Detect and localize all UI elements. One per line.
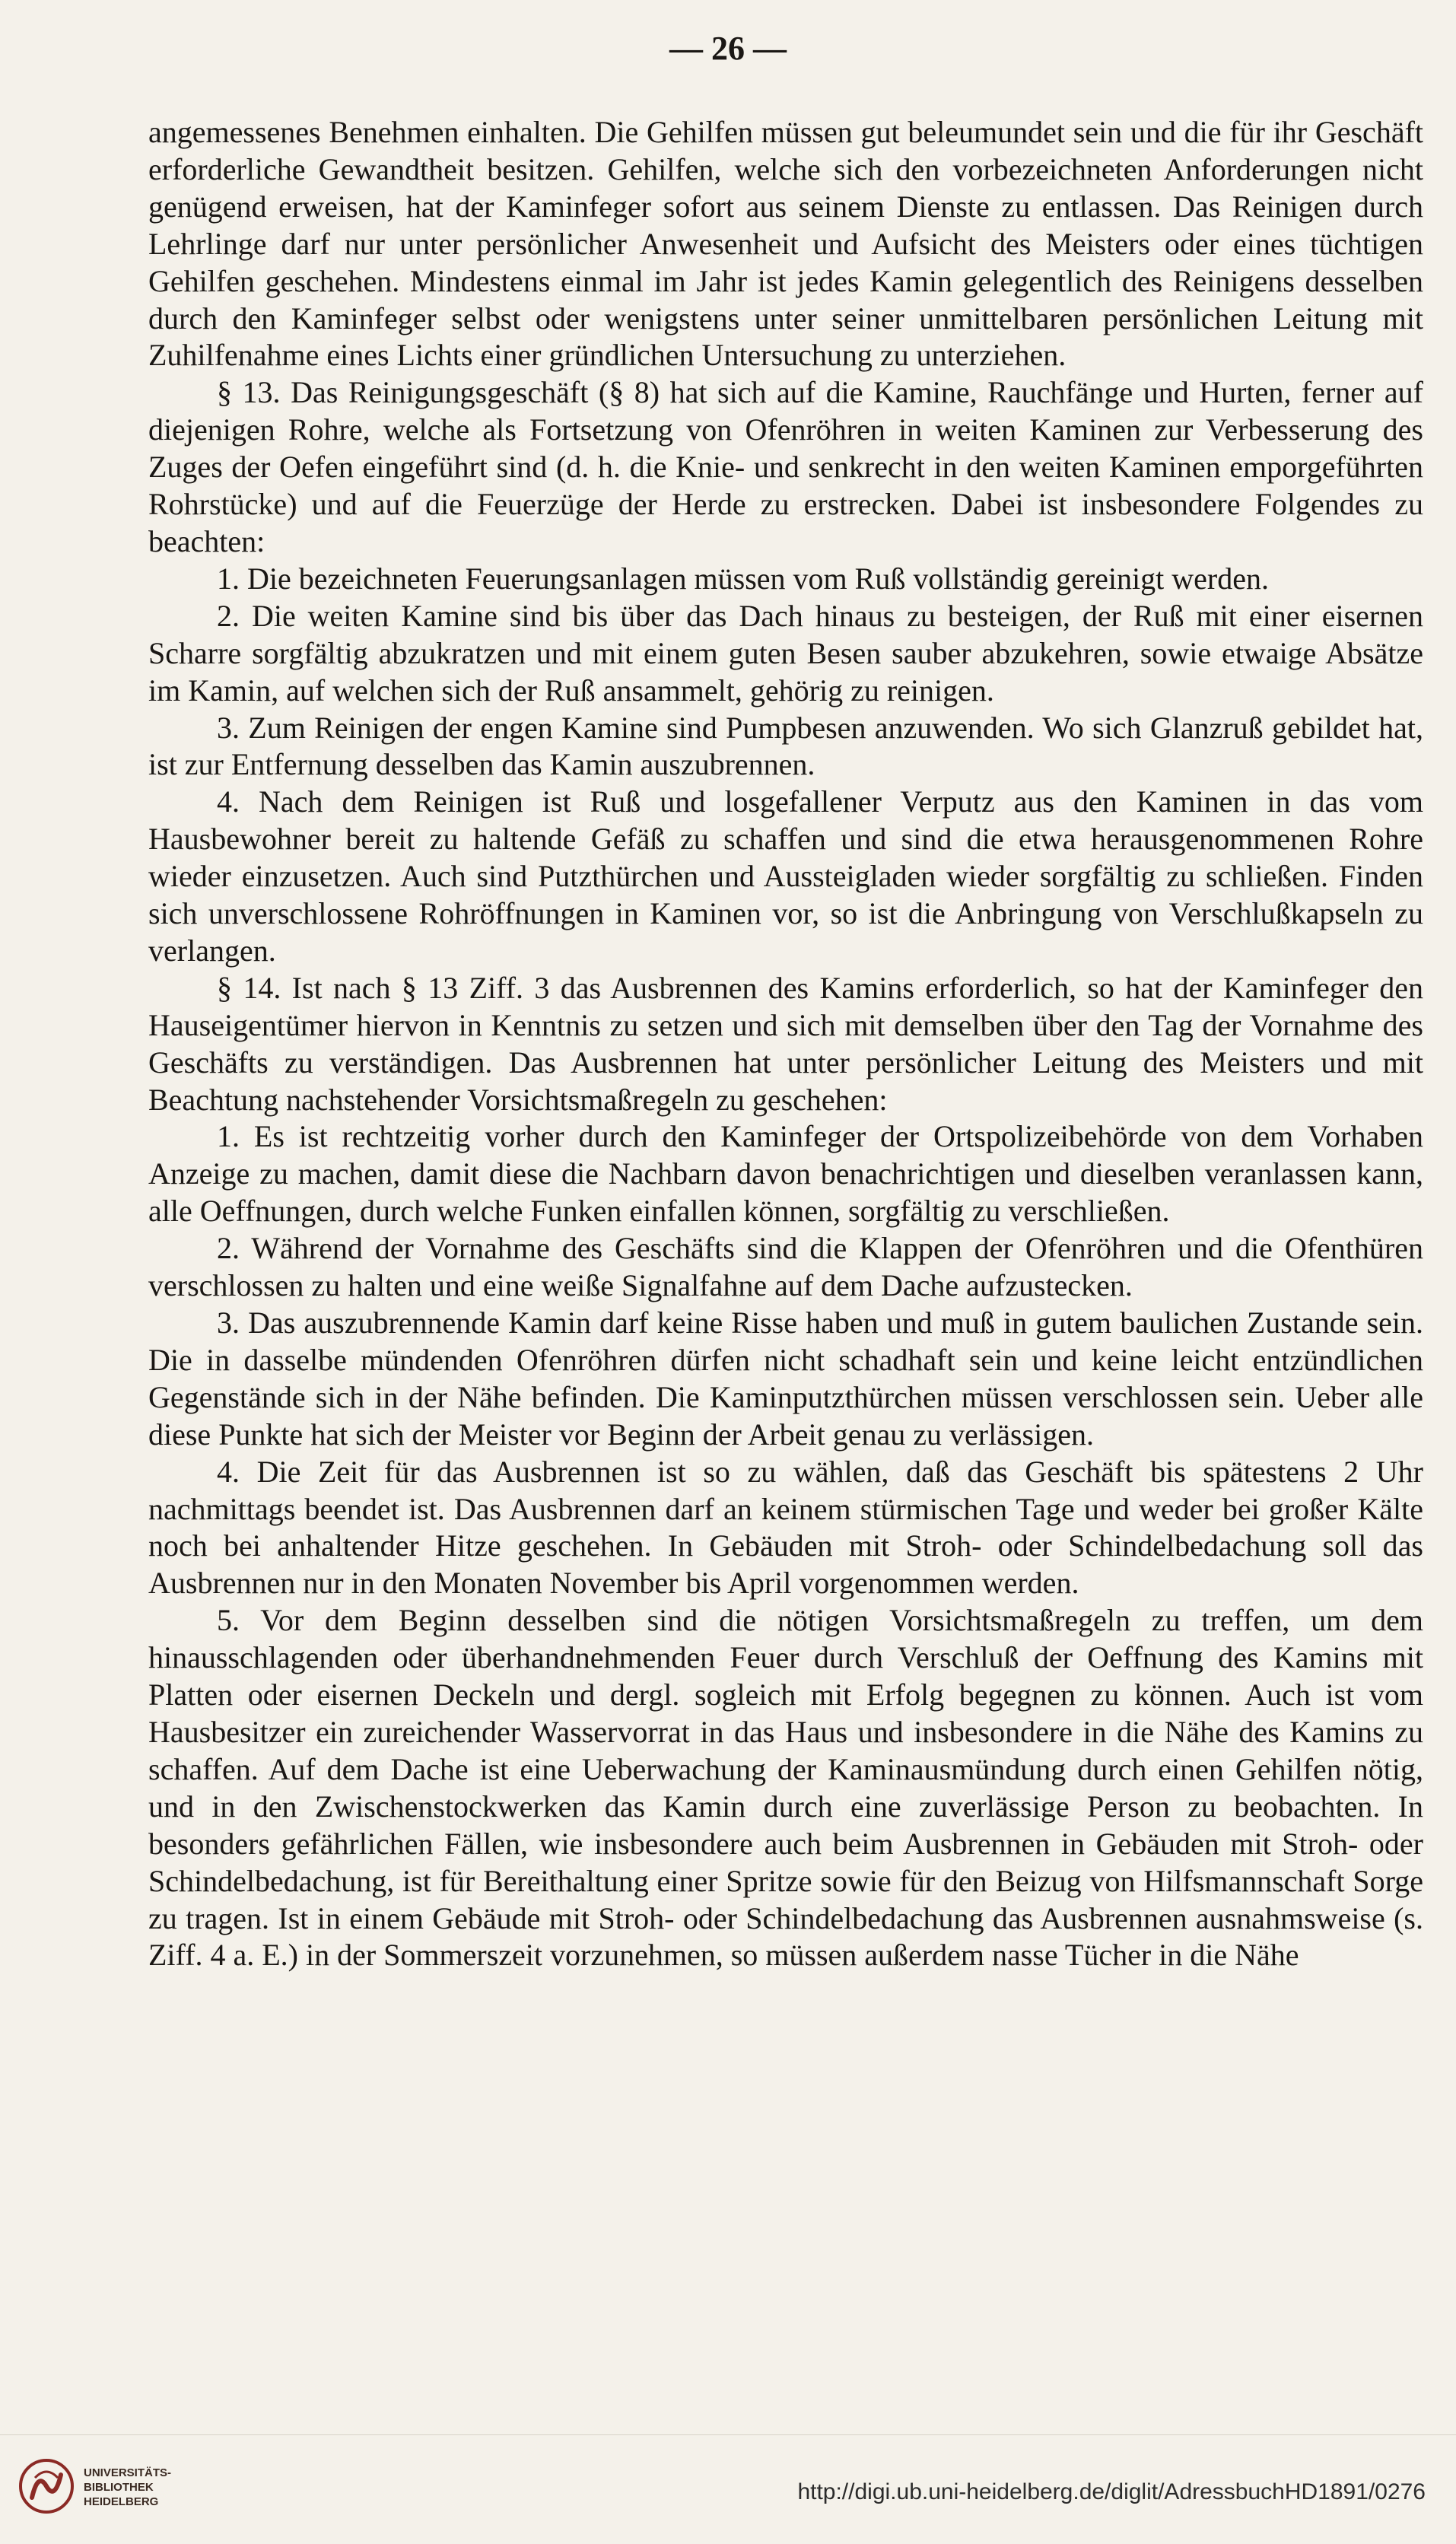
university-library-logo[interactable] [17, 2457, 199, 2525]
paragraph: 4. Nach dem Reinigen ist Ruß und losgefallener Verputz aus den Kaminen in das vom Hausbewohner bereit zu haltende Gefäß zu schaffen und sind die etwa herausgenommenen Rohre wieder einzusetzen. Auch sind Putzthürchen und Aussteigladen wieder sorgfältig zu schließen. Finden sich unverschlossene Rohröffnungen in Kaminen vor, so ist die Anbringung von Verschlußkapseln zu verlangen. [148, 784, 1423, 968]
paragraph: § 13. Das Reinigungsgeschäft (§ 8) hat sich auf die Kamine, Rauchfänge und Hurten, ferner auf diejenigen Rohre, welche als Fortsetzung von Ofenröhren in weiten Kaminen zur Verbesserung des Zuges der Oefen eingeführt sind (d. h. die Knie- und senkrecht in den weiten Kaminen emporgeführten Rohrstücke) und auf die Feuerzüge der Herde zu erstrecken. Dabei ist insbesondere Folgendes zu beachten: [148, 375, 1423, 558]
paragraph: 2. Die weiten Kamine sind bis über das Dach hinaus zu besteigen, der Ruß mit einer eisernen Scharre sorgfältig abzukratzen und mit einem guten Besen sauber abzukehren, sowie etwaige Absätze im Kamin, auf welchen sich der Ruß ansammelt, gehörig zu reinigen. [148, 598, 1423, 708]
viewer-footer [0, 2434, 1456, 2544]
paragraph: § 14. Ist nach § 13 Ziff. 3 das Ausbrennen des Kamins erforderlich, so hat der Kaminfeger den Hauseigentümer hiervon in Kenntnis zu setzen und sich mit demselben über den Tag der Vornahme des Geschäfts zu verständigen. Das Ausbrennen hat unter persönlicher Leitung des Meisters und mit Beachtung nachstehender Vorsichtsmaßregeln zu geschehen: [148, 970, 1423, 1117]
source-url-link[interactable]: http://digi.ub.uni-heidelberg.de/diglit/AdressbuchHD1891/0276 [797, 2479, 1426, 2504]
paragraph: 3. Das auszubrennende Kamin darf keine Risse haben und muß in gutem baulichen Zustande sein. Die in dasselbe mündenden Ofenröhren dürfen nicht schadhaft sein und keine leicht entzündlichen Gegenstände sich in der Nähe befinden. Die Kaminputzthürchen müssen verschlossen sein. Ueber alle diese Punkte hat sich der Meister vor Beginn der Arbeit genau zu verlässigen. [148, 1305, 1423, 1452]
logo-line: BIBLIOTHEK [84, 2481, 154, 2494]
paragraph: 4. Die Zeit für das Ausbrennen ist so zu wählen, daß das Geschäft bis spätestens 2 Uhr nachmittags beendet ist. Das Ausbrennen darf an keinem stürmischen Tage und weder bei großer Kälte noch bei anhaltender Hitze geschehen. In Gebäuden mit Stroh- oder Schindelbedachung soll das Ausbrennen nur in den Monaten November bis April vorgenommen werden. [148, 1454, 1423, 1601]
logo-line: HEIDELBERG [84, 2495, 159, 2508]
paragraph: angemessenes Benehmen einhalten. Die Gehilfen müssen gut beleumundet sein und die für ihr Geschäft erforderliche Gewandtheit besitzen. Gehilfen, welche sich den vorbezeichneten Anforderungen nicht genügend erweisen, hat der Kaminfeger sofort aus seinem Dienste zu entlassen. Das Reinigen durch Lehrlinge darf nur unter persönlicher Anwesenheit und Aufsicht des Meisters oder eines tüchtigen Gehilfen geschehen. Mindestens einmal im Jahr ist jedes Kamin gelegentlich des Reinigens desselben durch den Kaminfeger selbst oder wenigstens unter seiner unmittelbaren persönlichen Leitung mit Zuhilfenahme eines Lichts einer gründlichen Untersuchung zu unterziehen. [148, 115, 1423, 373]
document-body [148, 114, 1423, 2298]
paragraph: 1. Die bezeichneten Feuerungsanlagen müssen vom Ruß vollständig gereinigt werden. [217, 561, 1269, 596]
logo-line: UNIVERSITÄTS- [84, 2466, 172, 2479]
paragraph-list [148, 114, 1423, 1974]
paragraph: 3. Zum Reinigen der engen Kamine sind Pumpbesen anzuwenden. Wo sich Glanzruß gebildet hat, ist zur Entfernung desselben das Kamin auszubrennen. [148, 710, 1423, 782]
paragraph: 1. Es ist rechtzeitig vorher durch den Kaminfeger der Ortspolizeibehörde von dem Vorhaben Anzeige zu machen, damit diese die Nachbarn davon benachrichtigen und dieselben veranlassen kann, alle Oeffnungen, durch welche Funken einfallen können, sorgfältig zu verschließen. [148, 1119, 1423, 1229]
library-seal-icon [17, 2457, 76, 2516]
paragraph: 5. Vor dem Beginn desselben sind die nötigen Vorsichtsmaßregeln zu treffen, um dem hinausschlagenden oder überhandnehmenden Feuer durch Verschluß der Oeffnung des Kamins mit Platten oder eisernen Deckeln und dergl. sogleich mit Erfolg begegnen zu können. Auch ist vom Hausbesitzer ein zureichender Wasservorrat in das Haus und insbesondere in die Nähe des Kamins zu schaffen. Auf dem Dache ist eine Ueberwachung der Kaminausmündung durch einen Gehilfen nötig, und in den Zwischenstockwerken das Kamin durch eine zuverlässige Person zu beobachten. In besonders gefährlichen Fällen, wie insbesondere auch beim Ausbrennen in Gebäuden mit Stroh- oder Schindelbedachung, ist für Bereithaltung einer Spritze sowie für den Beizug von Hilfsmannschaft Sorge zu tragen. Ist in einem Gebäude mit Stroh- oder Schindelbedachung das Ausbrennen ausnahmsweise (s. Ziff. 4 a. E.) in der Sommerszeit vorzunehmen, so müssen außerdem nasse Tücher in die Nähe [148, 1603, 1423, 1973]
page-number: — 26 — [669, 30, 787, 67]
paragraph: 2. Während der Vornahme des Geschäfts sind die Klappen der Ofenröhren und die Ofenthüren verschlossen zu halten und eine weiße Signalfahne auf dem Dache aufzustecken. [148, 1231, 1423, 1303]
logo-text [84, 2466, 171, 2509]
